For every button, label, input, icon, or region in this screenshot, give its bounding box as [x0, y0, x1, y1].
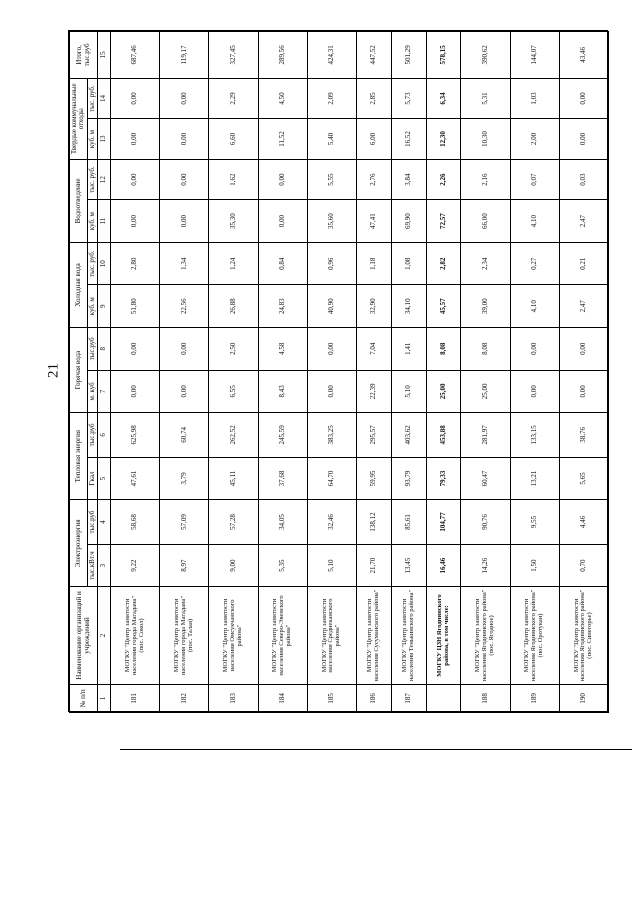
value-cell: 16,46	[426, 544, 461, 587]
subheader-cell: тыс.руб	[87, 413, 97, 458]
value-cell: 9,55	[510, 500, 559, 545]
value-cell: 93,79	[391, 457, 426, 500]
value-cell: 9,22	[111, 544, 160, 587]
value-cell: 16,52	[391, 119, 426, 160]
table-row	[510, 32, 559, 713]
row-number-cell: 190	[559, 684, 608, 712]
column-number-cell: 9	[98, 285, 111, 328]
value-cell: 1,41	[391, 328, 426, 371]
value-cell: 69,90	[391, 200, 426, 243]
value-cell: 10,30	[461, 119, 510, 160]
row-number-cell: 187	[391, 684, 426, 712]
value-cell: 2,47	[559, 285, 608, 328]
row-number-cell: 183	[209, 684, 258, 712]
column-number-cell: 14	[98, 78, 111, 119]
value-cell: 0,00	[160, 78, 209, 119]
value-cell: 0,00	[258, 200, 307, 243]
value-cell: 24,83	[258, 285, 307, 328]
value-cell: 447,52	[356, 32, 391, 79]
value-cell: 1,08	[391, 242, 426, 285]
value-cell: 57,28	[209, 500, 258, 545]
table-row	[111, 32, 160, 713]
organization-name-cell: МОГКУ "Центр занятости населения Сусуманского района"	[356, 587, 391, 684]
value-cell: 4,50	[258, 78, 307, 119]
value-cell: 0,00	[111, 78, 160, 119]
value-cell: 383,25	[307, 413, 356, 458]
value-cell: 8,97	[160, 544, 209, 587]
column-number-cell: 10	[98, 242, 111, 285]
value-cell: 32,90	[356, 285, 391, 328]
table-row	[258, 32, 307, 713]
value-cell: 5,10	[307, 544, 356, 587]
table-row	[209, 32, 258, 713]
value-cell: 35,30	[209, 200, 258, 243]
value-cell: 79,33	[426, 457, 461, 500]
organization-name-cell: МОГКУ ЦЗН Ягоднинского района, в том числе:	[426, 587, 461, 684]
value-cell: 0,00	[160, 159, 209, 200]
column-number-cell: 5	[98, 457, 111, 500]
value-cell: 144,07	[510, 32, 559, 79]
table-row	[307, 32, 356, 713]
value-cell: 39,00	[461, 285, 510, 328]
value-cell: 5,55	[307, 159, 356, 200]
header-sewage: Водоотведение	[70, 159, 88, 242]
value-cell: 1,03	[510, 78, 559, 119]
value-cell: 1,34	[160, 242, 209, 285]
value-cell: 64,70	[307, 457, 356, 500]
subheader-cell: тыс. руб.	[87, 159, 97, 200]
row-number-cell: 188	[461, 684, 510, 712]
organization-name-cell: МОГКУ "Центр занятости населения города Магадана" (пос. Сокол)	[111, 587, 160, 684]
utilities-table-container	[68, 30, 608, 712]
row-number-cell: 181	[111, 684, 160, 712]
value-cell: 1,18	[356, 242, 391, 285]
value-cell: 32,46	[307, 500, 356, 545]
value-cell: 0,00	[510, 370, 559, 413]
organization-name-cell: МОГКУ "Центр занятости населения Омсукчанского района"	[209, 587, 258, 684]
value-cell: 13,45	[391, 544, 426, 587]
value-cell: 6,55	[209, 370, 258, 413]
organization-name-cell: МОГКУ "Центр занятости населения Тенькинского района"	[391, 587, 426, 684]
column-number-cell: 4	[98, 500, 111, 545]
value-cell: 0,00	[111, 119, 160, 160]
value-cell: 0,00	[307, 370, 356, 413]
header-heat: Тепловая энергия	[70, 413, 88, 500]
value-cell: 35,60	[307, 200, 356, 243]
header-num: № п/п	[70, 684, 98, 712]
value-cell: 58,68	[111, 500, 160, 545]
value-cell: 0,70	[559, 544, 608, 587]
value-cell: 72,57	[426, 200, 461, 243]
column-number-cell: 2	[98, 587, 111, 684]
subheader-cell: тыс. руб.	[87, 242, 97, 285]
header-electricity: Электроэнергия	[70, 500, 88, 587]
value-cell: 2,50	[209, 328, 258, 371]
value-cell: 2,09	[307, 78, 356, 119]
value-cell: 4,58	[258, 328, 307, 371]
value-cell: 0,00	[160, 370, 209, 413]
column-number-cell: 8	[98, 328, 111, 371]
value-cell: 5,10	[391, 370, 426, 413]
row-number-cell: 186	[356, 684, 391, 712]
value-cell: 38,76	[559, 413, 608, 458]
value-cell: 0,00	[559, 328, 608, 371]
value-cell: 403,62	[391, 413, 426, 458]
subheader-cell: Гкал	[87, 457, 97, 500]
value-cell: 2,34	[461, 242, 510, 285]
value-cell: 687,46	[111, 32, 160, 79]
value-cell: 34,10	[391, 285, 426, 328]
value-cell: 245,59	[258, 413, 307, 458]
column-number-row	[98, 32, 111, 713]
value-cell: 501,29	[391, 32, 426, 79]
subheader-cell: куб. м	[87, 285, 97, 328]
column-number-cell: 12	[98, 159, 111, 200]
value-cell: 43,46	[559, 32, 608, 79]
value-cell: 7,04	[356, 328, 391, 371]
value-cell: 1,24	[209, 242, 258, 285]
value-cell: 0,00	[111, 159, 160, 200]
value-cell: 3,84	[391, 159, 426, 200]
value-cell: 2,29	[209, 78, 258, 119]
value-cell: 47,61	[111, 457, 160, 500]
table-row	[160, 32, 209, 713]
value-cell: 5,35	[258, 544, 307, 587]
value-cell: 424,31	[307, 32, 356, 79]
value-cell: 5,73	[391, 78, 426, 119]
value-cell: 45,11	[209, 457, 258, 500]
value-cell: 0,03	[559, 159, 608, 200]
column-number-cell: 3	[98, 544, 111, 587]
value-cell: 0,00	[559, 119, 608, 160]
column-number-cell: 7	[98, 370, 111, 413]
header-row	[70, 32, 88, 713]
row-number-cell: 182	[160, 684, 209, 712]
column-number-cell: 13	[98, 119, 111, 160]
value-cell: 0,00	[160, 328, 209, 371]
value-cell: 281,97	[461, 413, 510, 458]
value-cell: 21,70	[356, 544, 391, 587]
value-cell: 2,00	[510, 119, 559, 160]
value-cell: 6,60	[209, 119, 258, 160]
row-number-cell	[426, 684, 461, 712]
subheader-cell: м. куб	[87, 370, 97, 413]
value-cell: 59,95	[356, 457, 391, 500]
value-cell: 0,00	[111, 370, 160, 413]
header-name: Наименование организаций и учреждений	[70, 587, 98, 684]
horizontal-rule	[120, 749, 632, 750]
value-cell: 4,46	[559, 500, 608, 545]
value-cell: 0,00	[111, 200, 160, 243]
value-cell: 40,90	[307, 285, 356, 328]
header-solid-waste: Твердые коммунальные отходы	[70, 78, 88, 159]
value-cell: 390,62	[461, 32, 510, 79]
value-cell: 133,15	[510, 413, 559, 458]
value-cell: 262,52	[209, 413, 258, 458]
column-number-cell: 15	[98, 32, 111, 79]
table-body	[98, 32, 609, 713]
value-cell: 66,00	[461, 200, 510, 243]
value-cell: 2,82	[426, 242, 461, 285]
value-cell: 12,30	[426, 119, 461, 160]
value-cell: 0,21	[559, 242, 608, 285]
row-number-cell: 184	[258, 684, 307, 712]
column-number-cell: 11	[98, 200, 111, 243]
column-number-cell: 1	[98, 684, 111, 712]
value-cell: 0,00	[559, 78, 608, 119]
value-cell: 8,08	[461, 328, 510, 371]
value-cell: 1,62	[209, 159, 258, 200]
rotated-table	[69, 31, 609, 713]
value-cell: 22,56	[160, 285, 209, 328]
value-cell: 4,10	[510, 200, 559, 243]
value-cell: 2,47	[559, 200, 608, 243]
table-row	[391, 32, 426, 713]
subheader-cell: куб. м	[87, 200, 97, 243]
value-cell: 104,77	[426, 500, 461, 545]
value-cell: 5,65	[559, 457, 608, 500]
value-cell: 289,56	[258, 32, 307, 79]
value-cell: 6,34	[426, 78, 461, 119]
value-cell: 8,43	[258, 370, 307, 413]
value-cell: 85,61	[391, 500, 426, 545]
value-cell: 11,52	[258, 119, 307, 160]
value-cell: 3,79	[160, 457, 209, 500]
subheader-cell: тыс. руб.	[87, 78, 97, 119]
organization-name-cell: МОГКУ "Центр занятости населения города Магадана" (пос. Талая)	[160, 587, 209, 684]
value-cell: 0,27	[510, 242, 559, 285]
organization-name-cell: МОГКУ "Центр занятости населения Северо-Эвенского района"	[258, 587, 307, 684]
table-row	[461, 32, 510, 713]
value-cell: 60,74	[160, 413, 209, 458]
value-cell: 9,00	[209, 544, 258, 587]
value-cell: 2,16	[461, 159, 510, 200]
value-cell: 625,98	[111, 413, 160, 458]
value-cell: 4,10	[510, 285, 559, 328]
value-cell: 1,50	[510, 544, 559, 587]
utilities-table	[69, 31, 609, 713]
value-cell: 2,26	[426, 159, 461, 200]
table-row	[356, 32, 391, 713]
value-cell: 5,31	[461, 78, 510, 119]
value-cell: 25,00	[426, 370, 461, 413]
value-cell: 0,00	[307, 328, 356, 371]
value-cell: 0,84	[258, 242, 307, 285]
organization-name-cell: МОГКУ "Центр занятости населения Ягоднинского района" (пос. Синегорье)	[559, 587, 608, 684]
value-cell: 0,00	[510, 328, 559, 371]
subheader-cell: куб. м	[87, 119, 97, 160]
value-cell: 37,68	[258, 457, 307, 500]
value-cell: 51,80	[111, 285, 160, 328]
value-cell: 453,88	[426, 413, 461, 458]
value-cell: 6,00	[356, 119, 391, 160]
column-number-cell: 6	[98, 413, 111, 458]
value-cell: 0,96	[307, 242, 356, 285]
value-cell: 8,08	[426, 328, 461, 371]
value-cell: 138,12	[356, 500, 391, 545]
value-cell: 119,17	[160, 32, 209, 79]
value-cell: 0,00	[160, 119, 209, 160]
organization-name-cell: МОГКУ "Центр занятости населения Ягоднинского района" (пос. Ягодное)	[461, 587, 510, 684]
value-cell: 13,21	[510, 457, 559, 500]
value-cell: 25,00	[461, 370, 510, 413]
value-cell: 22,39	[356, 370, 391, 413]
value-cell: 2,76	[356, 159, 391, 200]
value-cell: 2,85	[356, 78, 391, 119]
value-cell: 5,40	[307, 119, 356, 160]
page-number: 21	[45, 363, 62, 378]
table-row	[559, 32, 608, 713]
value-cell: 0,00	[111, 328, 160, 371]
value-cell: 0,07	[510, 159, 559, 200]
subheader-cell: тыс.кВт.ч	[87, 544, 97, 587]
value-cell: 0,00	[160, 200, 209, 243]
header-total: Итого, тыс.руб	[70, 32, 98, 79]
organization-name-cell: МОГКУ "Центр занятости населения Ягоднинского района" (пос. Оротукан)	[510, 587, 559, 684]
value-cell: 60,47	[461, 457, 510, 500]
value-cell: 327,45	[209, 32, 258, 79]
row-number-cell: 185	[307, 684, 356, 712]
subheader-cell: тыс.руб	[87, 328, 97, 371]
subtotal-row	[426, 32, 461, 713]
row-number-cell: 189	[510, 684, 559, 712]
value-cell: 57,09	[160, 500, 209, 545]
value-cell: 0,00	[258, 159, 307, 200]
organization-name-cell: МОГКУ "Центр занятости населения Среднеканского района"	[307, 587, 356, 684]
value-cell: 34,05	[258, 500, 307, 545]
value-cell: 45,57	[426, 285, 461, 328]
value-cell: 0,00	[559, 370, 608, 413]
value-cell: 90,76	[461, 500, 510, 545]
header-cold-water: Холодная вода	[70, 242, 88, 327]
header-hot-water: Горячая вода	[70, 328, 88, 413]
value-cell: 14,26	[461, 544, 510, 587]
value-cell: 2,80	[111, 242, 160, 285]
value-cell: 295,57	[356, 413, 391, 458]
value-cell: 578,15	[426, 32, 461, 79]
subheader-cell: тыс.руб	[87, 500, 97, 545]
value-cell: 47,41	[356, 200, 391, 243]
value-cell: 26,88	[209, 285, 258, 328]
